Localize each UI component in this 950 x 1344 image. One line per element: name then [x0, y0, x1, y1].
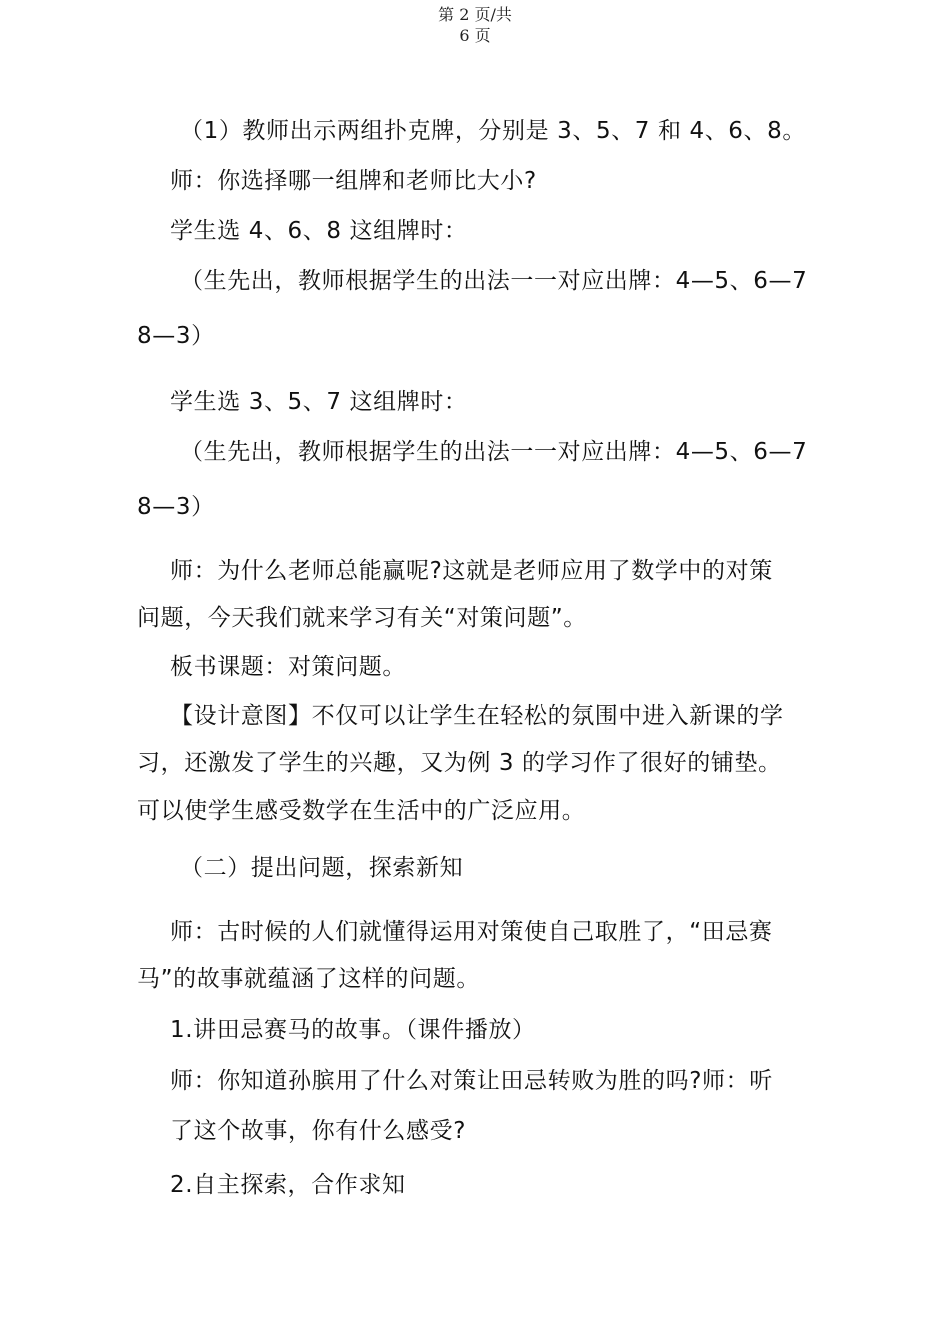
- paragraph-line: 师：古时候的人们就懂得运用对策使自己取胜了，“田忌赛: [170, 919, 773, 945]
- paragraph-line: 师：你选择哪一组牌和老师比大小?: [170, 168, 537, 194]
- paragraph-line: 8—3）: [137, 494, 215, 520]
- paragraph-line: 马”的故事就蕴涵了这样的问题。: [137, 966, 480, 992]
- paragraph-line: 学生选 3、5、7 这组牌时：: [170, 389, 468, 415]
- paragraph-line: （1）教师出示两组扑克牌，分别是 3、5、7 和 4、6、8。: [180, 118, 806, 144]
- paragraph-line: （生先出，教师根据学生的出法一一对应出牌：4—5、6—7: [180, 439, 808, 465]
- page-number-indicator: [0, 4, 950, 46]
- paragraph-line: 问题，今天我们就来学习有关“对策问题”。: [137, 605, 587, 631]
- paragraph-line: （生先出，教师根据学生的出法一一对应出牌：4—5、6—7: [180, 268, 808, 294]
- paragraph-line: 8—3）: [137, 323, 215, 349]
- paragraph-line: 可以使学生感受数学在生活中的广泛应用。: [137, 798, 586, 824]
- paragraph-line: 【设计意图】不仅可以让学生在轻松的氛围中进入新课的学: [170, 703, 784, 729]
- section-heading: （二）提出问题，探索新知: [180, 855, 464, 881]
- paragraph-line: 师：为什么老师总能赢呢?这就是老师应用了数学中的对策: [170, 558, 773, 584]
- page-number-line-1: 第 2 页/共: [438, 5, 512, 24]
- paragraph-line: 习，还激发了学生的兴趣，又为例 3 的学习作了很好的铺垫。: [137, 750, 782, 776]
- paragraph-line: 学生选 4、6、8 这组牌时：: [170, 218, 468, 244]
- paragraph-line: 2.自主探索，合作求知: [170, 1172, 406, 1198]
- paragraph-line: 师：你知道孙膑用了什么对策让田忌转败为胜的吗?师：听: [170, 1068, 773, 1094]
- paragraph-line: 板书课题：对策问题。: [170, 654, 406, 680]
- paragraph-line: 1.讲田忌赛马的故事。（课件播放）: [170, 1017, 536, 1043]
- paragraph-line: 了这个故事，你有什么感受?: [170, 1118, 467, 1144]
- page-number-line-2: 6 页: [459, 26, 491, 45]
